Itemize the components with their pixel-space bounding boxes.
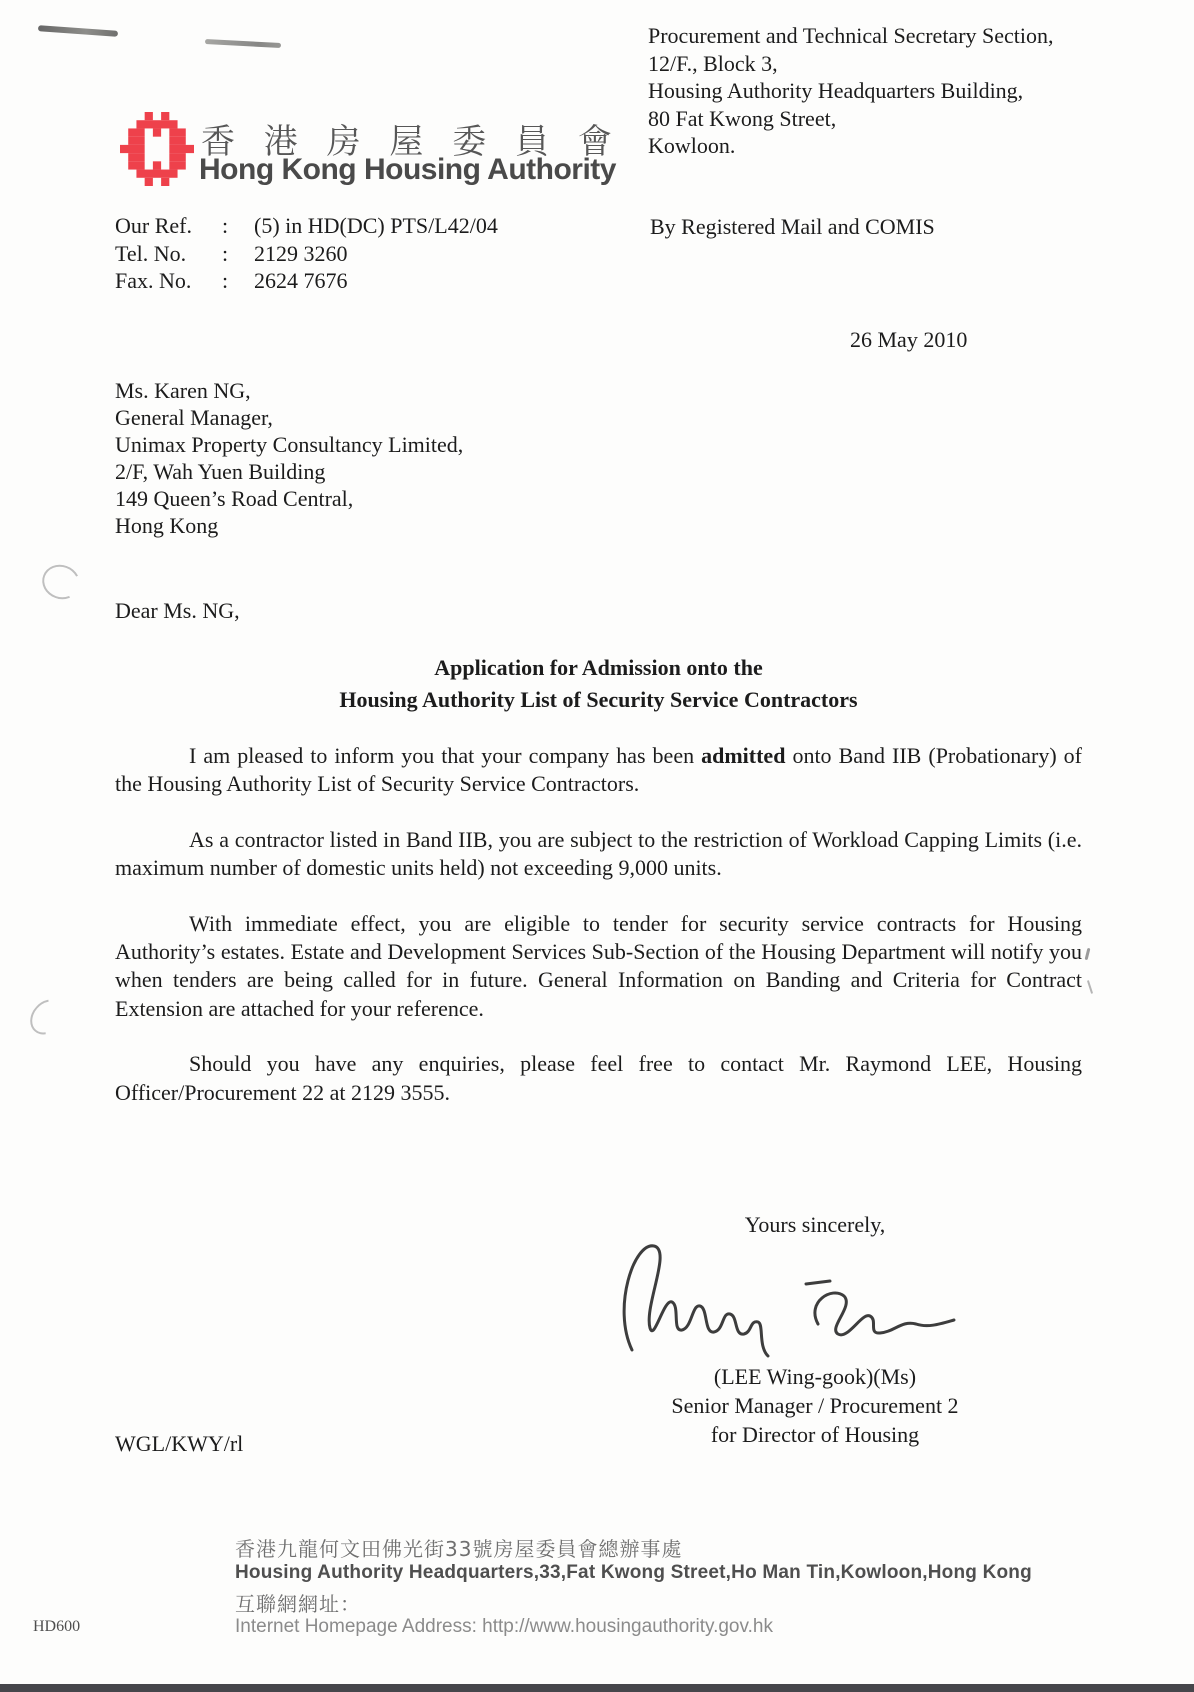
ref-value: (5) in HD(DC) PTS/L42/04 (254, 213, 498, 238)
footer-web-label-chinese: 互聯網網址： (235, 1592, 361, 1616)
signatory-name: (LEE Wing-gook)(Ms) (713, 1364, 917, 1389)
sender-address-line: Housing Authority Headquarters Building, (648, 78, 1024, 103)
scan-edge-bar (0, 1684, 1194, 1692)
paragraph-enquiries: Should you have any enquiries, please feel free to contact Mr. Raymond LEE, Housing Officer/Procurement 22 at 2129 3555. (115, 1051, 1082, 1105)
reference-row (115, 240, 498, 268)
valediction: Yours sincerely, (744, 1212, 886, 1237)
sender-address-line: 12/F., Block 3, (648, 50, 778, 76)
subject-heading (115, 652, 1082, 715)
recipient-line: Hong Kong (115, 513, 219, 538)
ref-label: Our Ref. (115, 213, 192, 238)
recipient-line: Ms. Karen NG, (115, 378, 251, 403)
recipient-line: 2/F, Wah Yuen Building (115, 459, 326, 484)
housing-authority-logo-icon (120, 112, 194, 186)
ref-separator: : (222, 213, 229, 238)
scan-artifact-arc (23, 993, 70, 1041)
org-name-chinese: 香 港 房 屋 委 員 會 (201, 122, 621, 162)
footer-english-address: Housing Authority Headquarters,33,Fat Kwong Street,Ho Man Tin,Kowloon,Hong Kong (235, 1562, 1032, 1583)
salutation: Dear Ms. NG, (115, 598, 240, 623)
sender-address-line: Procurement and Technical Secretary Section, (648, 23, 1054, 48)
org-name-english: Hong Kong Housing Authority (199, 153, 616, 186)
sender-address-line: 80 Fat Kwong Street, (648, 105, 837, 131)
reference-row (115, 267, 498, 295)
reference-initials: WGL/KWY/rl (115, 1431, 244, 1456)
signatory-title: Senior Manager / Procurement 2 (671, 1393, 959, 1418)
scan-artifact-streak (205, 39, 281, 48)
subject-line-1: Application for Admission onto the (434, 655, 763, 680)
sender-address (648, 22, 1168, 160)
reference-row (115, 212, 498, 240)
paragraph-tender-eligibility: With immediate effect, you are eligible to tender for security service contracts for Housing Authority’s estates. Estate and Development Services Sub-Section of the Housing Department will notify you when tenders are being called for in future. General Information on Banding and Criteria for Contract Extension are attached for your reference. (115, 910, 1082, 1021)
recipient-line: 149 Queen’s Road Central, (115, 486, 354, 511)
recipient-line: General Manager, (115, 405, 273, 430)
paragraph-admission (115, 742, 1082, 799)
reference-block (115, 212, 498, 295)
ref-value: 2129 3260 (254, 240, 348, 266)
scan-artifact-ring (37, 560, 84, 605)
ref-value: 2624 7676 (254, 268, 348, 293)
recipient-address (115, 377, 463, 539)
paragraph-text: I am pleased to inform you that your company has been (189, 743, 702, 768)
ref-label: Tel. No. (115, 240, 187, 266)
paragraph-text: onto Band IIB (Probationary) of the Housing Authority List of Security Service Contractors. (115, 743, 1082, 797)
subject-line-2: Housing Authority List of Security Service Contractors (339, 686, 858, 712)
signatory-for: for Director of Housing (710, 1422, 920, 1447)
handwritten-signature (610, 1228, 980, 1363)
recipient-line: Unimax Property Consultancy Limited, (115, 432, 464, 457)
ref-label: Fax. No. (115, 268, 192, 293)
paragraph-capping-limits: As a contractor listed in Band IIB, you are subject to the restriction of Workload Capping Limits (i.e. maximum number of domestic units held) not exceeding 9,000 units. (115, 826, 1082, 881)
scan-artifact-tick (1087, 980, 1093, 994)
scan-artifact-streak (38, 25, 118, 37)
footer-homepage-address: Internet Homepage Address: http://www.housingauthority.gov.hk (235, 1616, 773, 1637)
ref-separator: : (222, 240, 229, 266)
form-code: HD600 (33, 1618, 81, 1635)
letter-date: 26 May 2010 (850, 327, 968, 352)
scan-artifact-tick (1085, 948, 1091, 960)
footer-chinese-address: 香港九龍何文田佛光街33號房屋委員會總辦事處 (235, 1537, 683, 1561)
letter-body (115, 598, 1082, 1107)
paragraph-bold-text: admitted (701, 743, 786, 768)
delivery-method: By Registered Mail and COMIS (650, 214, 935, 239)
sender-address-line: Kowloon. (648, 133, 736, 158)
ref-separator: : (222, 268, 229, 293)
